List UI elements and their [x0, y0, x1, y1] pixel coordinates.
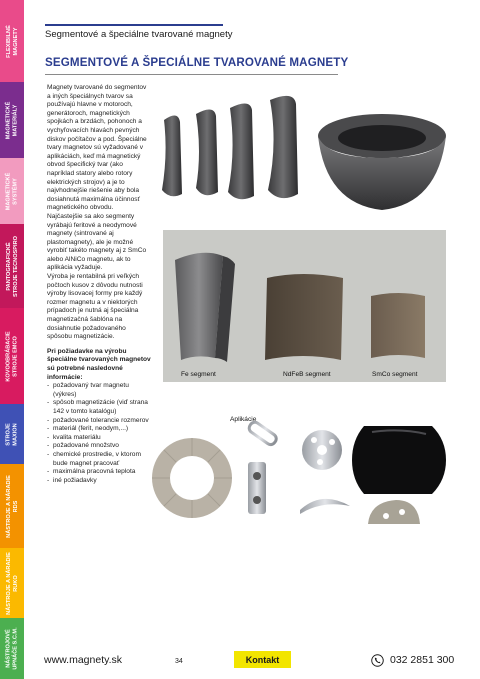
tab-label: FLEXIBILNÉ MAGNETY [5, 24, 19, 58]
description-text [47, 84, 151, 485]
list-item: - maximálna pracovná teplota [47, 468, 151, 477]
tab-magneticke-materialy[interactable] [0, 82, 24, 158]
section-tabs [0, 0, 24, 679]
phone-number[interactable]: 032 2851 300 [390, 654, 455, 666]
list-item: - požadovaný tvar magnetu (výkres) [47, 382, 151, 399]
ndfeb-segment-label: NdFeB segment [283, 371, 331, 378]
phone-icon [371, 654, 384, 667]
requirements-list [47, 382, 151, 485]
fe-segment-photo [163, 230, 446, 382]
contact-button[interactable]: Kontakt [234, 651, 291, 668]
list-item: - iné požiadavky [47, 477, 151, 486]
tab-flexibilne-magnety[interactable] [0, 0, 24, 82]
segments-panel [163, 230, 446, 382]
tab-stroje-maxion[interactable] [0, 404, 24, 464]
list-item: - požadované tolerancie rozmerov [47, 417, 151, 426]
tab-label: NÁSTROJE A NÁRADIE RDS [5, 474, 18, 538]
fe-segment-label: Fe segment [181, 371, 216, 378]
smco-segment-label: SmCo segment [372, 371, 418, 378]
tab-upnace-scm[interactable] [0, 618, 24, 679]
breadcrumb: Segmentové a špeciálne tvarované magnety [45, 29, 233, 40]
tab-naradie-rds[interactable] [0, 464, 24, 548]
list-item: - kvalita materiálu [47, 434, 151, 443]
requirements-title: Pri požiadavke na výrobu špeciálne tvarovaných magnetov sú potrebné nasledovné informácie: [47, 347, 151, 381]
page-number: 34 [175, 658, 183, 665]
tab-magneticke-systemy[interactable] [0, 158, 24, 224]
website-link[interactable]: www.magnety.sk [44, 654, 122, 666]
page-title: SEGMENTOVÉ A ŠPECIÁLNE TVAROVANÉ MAGNETY [45, 56, 349, 69]
list-item: - chemické prostredie, v ktorom bude magnet pracovať [47, 451, 151, 468]
tab-pantograficke-stroje[interactable] [0, 224, 24, 308]
applications-label: Aplikácie [230, 416, 257, 423]
tab-label: KOVOOBRÁBACIE STROJE EMCO [5, 330, 19, 382]
list-item: - spôsob magnetizácie (viď strana 142 v tomto katalógu) [47, 399, 151, 416]
paragraph: Najčastejšie sa ako segmenty vyrábajú feritové a neodymové magnety (sintrované aj plastomagnety), ale je možné vyrobiť takéto magnety aj z SmCo alebo AlNiCo magnetu, ak to aplikácia vyžaduje. [47, 212, 147, 272]
curved-magnets-photo [158, 82, 448, 222]
tab-label: NÁSTROJE A NÁRADIE RUKO [5, 551, 18, 615]
tab-kovoobrabacie-stroje[interactable] [0, 308, 24, 404]
list-item: - požadované množstvo [47, 442, 151, 451]
tab-label: NÁSTROJOVÉ UPNÁČE S.C.M. [5, 627, 18, 670]
tab-label: PANTOGRAFICKÉ STROJE TECNOSPIRO [5, 235, 19, 297]
tab-label: STROJE MAXION [5, 422, 18, 446]
paragraph: Výroba je rentabilná pri veľkých počtoch kusov z dôvodu nutnosti výroby lisovacej formy pre každý rozmer magnetu a v niektorých prípadoch je nutná aj špeciálna magnetizačná šablóna na dosiahnutie požadovaného spôsobu magnetizácie. [47, 273, 143, 341]
paragraph: Magnety tvarované do segmentov a iných špeciálnych tvarov sa používajú hlavne v motoroch, generátoroch, magnetických spojkách a brzdách, pohonoch a vychyľovacích hlavách pevných diskov počítačov a pod. Špeciálne tvary magnetov sú vyžadované v aplikáciách, keď má magnetický obvod špecifický tvar (ako napríklad statory alebo rotory elektrických strojov) a je to najvhodnejšie riešenie aby bola dosiahnutá maximálna účinnosť magnetického obvodu. [47, 84, 147, 212]
tab-naradie-ruko[interactable] [0, 548, 24, 618]
tab-label: MAGNETICKÉ SYSTÉMY [5, 172, 19, 210]
header-rule [45, 24, 223, 26]
list-item: - materiál (ferit, neodym,...) [47, 425, 151, 434]
title-rule [45, 74, 338, 75]
applications-photo [150, 420, 450, 535]
tab-label: MAGNETICKÉ MATERIÁLY [5, 101, 19, 139]
